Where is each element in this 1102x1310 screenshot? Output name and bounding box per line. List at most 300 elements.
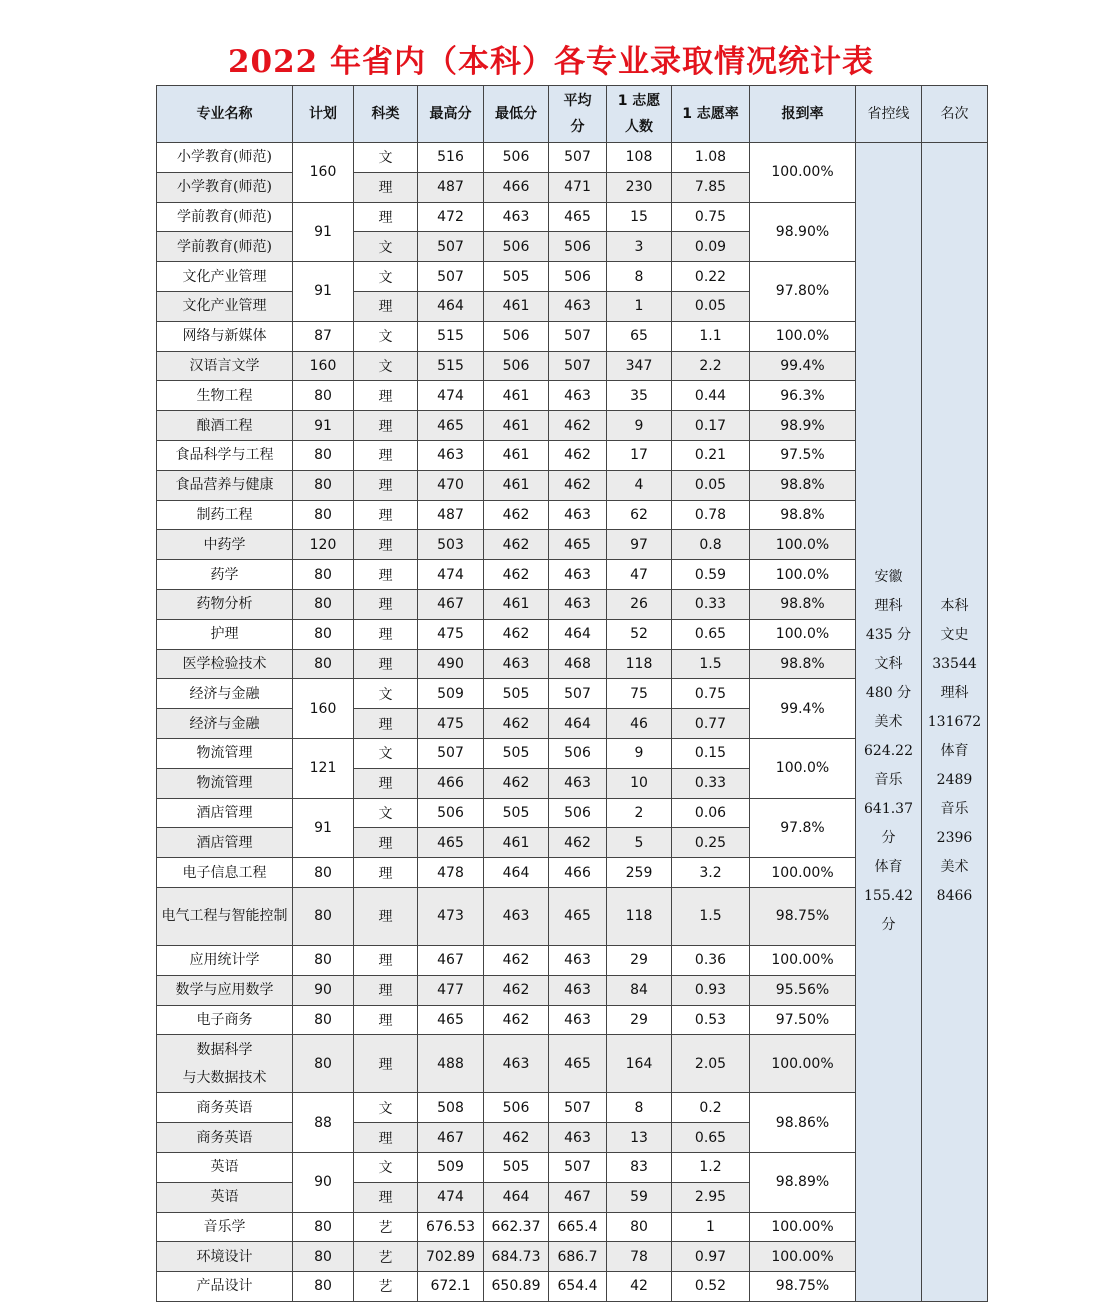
cell-plan: 80: [293, 1242, 354, 1272]
cell-major: 商务英语: [157, 1093, 293, 1123]
cell-avg: 654.4: [549, 1272, 607, 1302]
cell-report-rate: 97.50%: [750, 1005, 856, 1035]
cell-major: 环境设计: [157, 1242, 293, 1272]
cell-major: 药学: [157, 560, 293, 590]
cell-plan: 80: [293, 470, 354, 500]
cell-first-rate: 0.8: [672, 530, 750, 560]
cell-category: 艺: [354, 1212, 418, 1242]
cell-min: 464: [484, 858, 549, 888]
cell-min: 662.37: [484, 1212, 549, 1242]
cell-min: 506: [484, 1093, 549, 1123]
cell-min: 464: [484, 1182, 549, 1212]
cell-category: 理: [354, 768, 418, 798]
header-major: 专业名称: [157, 86, 293, 143]
cell-min: 461: [484, 291, 549, 321]
cell-min: 505: [484, 1152, 549, 1182]
cell-first-rate: 0.75: [672, 679, 750, 709]
cell-first-rate: 0.44: [672, 381, 750, 411]
table-body: [157, 143, 988, 1302]
cell-major: 音乐学: [157, 1212, 293, 1242]
cell-category: 文: [354, 738, 418, 768]
cell-plan: 91: [293, 262, 354, 322]
cell-report-rate: 98.8%: [750, 649, 856, 679]
cell-report-rate: 97.5%: [750, 440, 856, 470]
cell-first-count: 230: [607, 172, 672, 202]
cell-report-rate: 100.0%: [750, 321, 856, 351]
cell-first-rate: 0.17: [672, 411, 750, 441]
cell-avg: 506: [549, 262, 607, 292]
cell-max: 507: [418, 262, 484, 292]
header-rank: 名次: [922, 86, 988, 143]
cell-major: 电子信息工程: [157, 858, 293, 888]
rank-text: 8466: [936, 888, 973, 905]
cell-first-count: 42: [607, 1272, 672, 1302]
cell-max: 490: [418, 649, 484, 679]
cell-first-count: 1: [607, 291, 672, 321]
cell-first-rate: 1.5: [672, 649, 750, 679]
cell-plan: 80: [293, 589, 354, 619]
cell-first-count: 2: [607, 798, 672, 828]
cell-first-rate: 0.59: [672, 560, 750, 590]
cell-min: 463: [484, 1035, 549, 1093]
cell-first-count: 29: [607, 1005, 672, 1035]
cell-first-rate: 0.09: [672, 232, 750, 262]
cell-min: 462: [484, 1123, 549, 1153]
cell-plan: 80: [293, 440, 354, 470]
cell-major: 酒店管理: [157, 828, 293, 858]
cell-avg: 506: [549, 798, 607, 828]
cell-first-rate: 7.85: [672, 172, 750, 202]
rank-text: 文史: [940, 627, 969, 644]
cell-min: 461: [484, 828, 549, 858]
cell-min: 505: [484, 679, 549, 709]
cell-first-rate: 0.06: [672, 798, 750, 828]
cell-major: 英语: [157, 1152, 293, 1182]
cell-max: 465: [418, 411, 484, 441]
cell-report-rate: 98.8%: [750, 500, 856, 530]
cell-first-rate: 0.15: [672, 738, 750, 768]
cell-category: 文: [354, 351, 418, 381]
cell-first-rate: 1.1: [672, 321, 750, 351]
cell-max: 475: [418, 709, 484, 739]
cell-category: 理: [354, 1035, 418, 1093]
cell-avg: 465: [549, 1035, 607, 1093]
cell-max: 464: [418, 291, 484, 321]
cell-min: 462: [484, 530, 549, 560]
cell-major: 酒店管理: [157, 798, 293, 828]
cell-first-count: 8: [607, 1093, 672, 1123]
cell-major: 文化产业管理: [157, 262, 293, 292]
cell-major: 药物分析: [157, 589, 293, 619]
cell-major: 汉语言文学: [157, 351, 293, 381]
cell-max: 508: [418, 1093, 484, 1123]
cell-major: 应用统计学: [157, 945, 293, 975]
cell-first-count: 259: [607, 858, 672, 888]
cell-rank: [922, 143, 988, 1302]
cell-avg: 462: [549, 828, 607, 858]
control-line-text: 155.42: [864, 888, 913, 905]
cell-max: 467: [418, 1123, 484, 1153]
rank-text: 131672: [927, 714, 982, 731]
cell-avg: 471: [549, 172, 607, 202]
cell-major: 经济与金融: [157, 709, 293, 739]
header-avg-line1: 平均: [563, 93, 592, 109]
cell-category: 理: [354, 530, 418, 560]
cell-max: 488: [418, 1035, 484, 1093]
control-line-text: 理科: [874, 598, 903, 615]
cell-first-rate: 0.22: [672, 262, 750, 292]
cell-avg: 665.4: [549, 1212, 607, 1242]
cell-max: 470: [418, 470, 484, 500]
cell-avg: 463: [549, 291, 607, 321]
cell-min: 466: [484, 172, 549, 202]
cell-first-count: 78: [607, 1242, 672, 1272]
cell-category: 理: [354, 1182, 418, 1212]
cell-plan: 90: [293, 975, 354, 1005]
cell-max: 472: [418, 202, 484, 232]
cell-report-rate: 100.00%: [750, 945, 856, 975]
cell-avg: 467: [549, 1182, 607, 1212]
cell-first-count: 75: [607, 679, 672, 709]
cell-plan: 80: [293, 500, 354, 530]
cell-first-rate: 0.05: [672, 291, 750, 321]
cell-first-count: 118: [607, 887, 672, 945]
cell-avg: 507: [549, 351, 607, 381]
cell-min: 463: [484, 887, 549, 945]
cell-report-rate: 100.0%: [750, 560, 856, 590]
cell-max: 515: [418, 321, 484, 351]
cell-plan: 121: [293, 738, 354, 798]
cell-plan: 160: [293, 351, 354, 381]
cell-max: 473: [418, 887, 484, 945]
cell-report-rate: 98.86%: [750, 1093, 856, 1153]
cell-major: 制药工程: [157, 500, 293, 530]
cell-min: 461: [484, 589, 549, 619]
rank-text: 体育: [940, 743, 969, 760]
cell-max: 507: [418, 738, 484, 768]
header-plan: 计划: [293, 86, 354, 143]
cell-avg: 465: [549, 887, 607, 945]
cell-report-rate: 100.0%: [750, 530, 856, 560]
cell-first-rate: 0.53: [672, 1005, 750, 1035]
cell-first-count: 164: [607, 1035, 672, 1093]
cell-first-count: 80: [607, 1212, 672, 1242]
rank-text: 理科: [940, 685, 969, 702]
cell-plan: 80: [293, 945, 354, 975]
control-line-text: 文科: [874, 656, 903, 673]
control-line-text: 美术: [874, 714, 903, 731]
cell-major: 食品营养与健康: [157, 470, 293, 500]
cell-max: 516: [418, 143, 484, 173]
cell-min: 650.89: [484, 1272, 549, 1302]
cell-category: 理: [354, 887, 418, 945]
cell-first-rate: 0.36: [672, 945, 750, 975]
header-category: 科类: [354, 86, 418, 143]
cell-major: 小学教育(师范): [157, 172, 293, 202]
cell-avg: 465: [549, 530, 607, 560]
cell-first-count: 13: [607, 1123, 672, 1153]
cell-major: 物流管理: [157, 768, 293, 798]
cell-plan: 120: [293, 530, 354, 560]
cell-category: 理: [354, 589, 418, 619]
cell-category: 理: [354, 411, 418, 441]
header-control-line: 省控线: [856, 86, 922, 143]
cell-plan: 80: [293, 1272, 354, 1302]
cell-first-count: 3: [607, 232, 672, 262]
cell-major: 小学教育(师范): [157, 143, 293, 173]
cell-category: 理: [354, 1123, 418, 1153]
cell-avg: 466: [549, 858, 607, 888]
cell-major: 学前教育(师范): [157, 232, 293, 262]
cell-category: 理: [354, 470, 418, 500]
cell-first-count: 83: [607, 1152, 672, 1182]
cell-first-rate: 2.2: [672, 351, 750, 381]
cell-plan: 160: [293, 143, 354, 203]
cell-avg: 507: [549, 321, 607, 351]
cell-max: 477: [418, 975, 484, 1005]
cell-report-rate: 100.0%: [750, 738, 856, 798]
cell-plan: 91: [293, 411, 354, 441]
cell-category: 理: [354, 560, 418, 590]
cell-min: 462: [484, 1005, 549, 1035]
cell-first-rate: 3.2: [672, 858, 750, 888]
cell-first-count: 8: [607, 262, 672, 292]
cell-first-rate: 0.52: [672, 1272, 750, 1302]
cell-max: 474: [418, 560, 484, 590]
cell-first-count: 4: [607, 470, 672, 500]
cell-avg: 465: [549, 202, 607, 232]
cell-first-count: 118: [607, 649, 672, 679]
cell-avg: 507: [549, 1093, 607, 1123]
cell-avg: 462: [549, 470, 607, 500]
cell-major: 生物工程: [157, 381, 293, 411]
page-title: 2022 年省内（本科）各专业录取情况统计表: [227, 44, 875, 80]
control-line-text: 安徽: [874, 569, 903, 586]
cell-category: 文: [354, 1093, 418, 1123]
cell-min: 462: [484, 560, 549, 590]
cell-first-rate: 1: [672, 1212, 750, 1242]
cell-max: 702.89: [418, 1242, 484, 1272]
cell-first-rate: 0.25: [672, 828, 750, 858]
cell-first-rate: 0.77: [672, 709, 750, 739]
cell-first-rate: 0.97: [672, 1242, 750, 1272]
cell-major: 商务英语: [157, 1123, 293, 1153]
cell-category: 艺: [354, 1242, 418, 1272]
cell-min: 505: [484, 262, 549, 292]
header-max: 最高分: [418, 86, 484, 143]
cell-max: 466: [418, 768, 484, 798]
cell-max: 463: [418, 440, 484, 470]
cell-min: 461: [484, 381, 549, 411]
cell-major: 文化产业管理: [157, 291, 293, 321]
cell-first-rate: 0.93: [672, 975, 750, 1005]
cell-avg: 462: [549, 411, 607, 441]
cell-max: 467: [418, 945, 484, 975]
cell-first-count: 15: [607, 202, 672, 232]
cell-major: 电气工程与智能控制: [157, 887, 293, 945]
cell-first-rate: 2.05: [672, 1035, 750, 1093]
header-first-rate: 1 志愿率: [672, 86, 750, 143]
cell-major: 经济与金融: [157, 679, 293, 709]
cell-max: 474: [418, 1182, 484, 1212]
cell-first-rate: 0.75: [672, 202, 750, 232]
cell-report-rate: 98.9%: [750, 411, 856, 441]
control-line-text: 音乐: [874, 772, 903, 789]
cell-report-rate: 98.8%: [750, 470, 856, 500]
cell-max: 474: [418, 381, 484, 411]
cell-first-count: 47: [607, 560, 672, 590]
cell-min: 506: [484, 351, 549, 381]
cell-avg: 464: [549, 619, 607, 649]
cell-max: 509: [418, 679, 484, 709]
cell-first-count: 9: [607, 738, 672, 768]
cell-max: 487: [418, 500, 484, 530]
header-first-choice: [607, 86, 672, 143]
cell-category: 理: [354, 945, 418, 975]
header-first-line2: 人数: [625, 119, 653, 135]
cell-report-rate: 98.89%: [750, 1152, 856, 1212]
rank-text: 本科: [940, 598, 969, 615]
cell-first-rate: 0.2: [672, 1093, 750, 1123]
cell-avg: 507: [549, 143, 607, 173]
cell-first-rate: 1.2: [672, 1152, 750, 1182]
cell-major: 学前教育(师范): [157, 202, 293, 232]
cell-min: 684.73: [484, 1242, 549, 1272]
cell-first-rate: 2.95: [672, 1182, 750, 1212]
cell-plan: 87: [293, 321, 354, 351]
cell-avg: 506: [549, 232, 607, 262]
cell-major: 酿酒工程: [157, 411, 293, 441]
cell-plan: 80: [293, 649, 354, 679]
cell-provincial-control: [856, 143, 922, 1302]
cell-report-rate: 96.3%: [750, 381, 856, 411]
cell-min: 462: [484, 619, 549, 649]
cell-major: 数学与应用数学: [157, 975, 293, 1005]
cell-min: 462: [484, 709, 549, 739]
cell-category: 理: [354, 500, 418, 530]
cell-category: 文: [354, 1152, 418, 1182]
cell-avg: 506: [549, 738, 607, 768]
table-row: [157, 143, 988, 173]
cell-first-rate: 0.05: [672, 470, 750, 500]
admission-table: [156, 85, 988, 1302]
cell-first-count: 97: [607, 530, 672, 560]
cell-max: 465: [418, 1005, 484, 1035]
cell-plan: 88: [293, 1093, 354, 1153]
cell-major: 食品科学与工程: [157, 440, 293, 470]
cell-category: 理: [354, 709, 418, 739]
cell-first-rate: 0.65: [672, 619, 750, 649]
cell-min: 461: [484, 470, 549, 500]
cell-report-rate: 98.90%: [750, 202, 856, 262]
cell-report-rate: 100.0%: [750, 619, 856, 649]
cell-report-rate: 99.4%: [750, 679, 856, 739]
rank-text: 2396: [936, 830, 973, 847]
cell-max: 475: [418, 619, 484, 649]
cell-max: 507: [418, 232, 484, 262]
cell-category: 文: [354, 321, 418, 351]
cell-avg: 507: [549, 1152, 607, 1182]
cell-report-rate: 100.00%: [750, 143, 856, 203]
cell-plan: 80: [293, 619, 354, 649]
cell-max: 478: [418, 858, 484, 888]
cell-major: 网络与新媒体: [157, 321, 293, 351]
cell-category: 理: [354, 291, 418, 321]
cell-major: 物流管理: [157, 738, 293, 768]
cell-category: 文: [354, 232, 418, 262]
rank-text: 美术: [940, 859, 969, 876]
header-report-rate: 报到率: [750, 86, 856, 143]
cell-first-rate: 1.5: [672, 887, 750, 945]
cell-category: 理: [354, 381, 418, 411]
cell-first-rate: 0.21: [672, 440, 750, 470]
cell-category: 理: [354, 858, 418, 888]
cell-plan: 91: [293, 202, 354, 262]
cell-plan: 80: [293, 381, 354, 411]
cell-plan: 80: [293, 1212, 354, 1242]
cell-first-count: 29: [607, 945, 672, 975]
cell-major: 护理: [157, 619, 293, 649]
cell-first-count: 59: [607, 1182, 672, 1212]
cell-first-count: 5: [607, 828, 672, 858]
control-line-text: 624.22: [864, 743, 913, 760]
cell-first-count: 35: [607, 381, 672, 411]
cell-min: 463: [484, 202, 549, 232]
cell-first-rate: 0.33: [672, 589, 750, 619]
cell-max: 509: [418, 1152, 484, 1182]
cell-first-count: 52: [607, 619, 672, 649]
header-avg-line2: 分: [570, 119, 585, 135]
cell-min: 506: [484, 321, 549, 351]
cell-avg: 464: [549, 709, 607, 739]
cell-first-count: 62: [607, 500, 672, 530]
cell-report-rate: 97.80%: [750, 262, 856, 322]
cell-first-rate: 0.65: [672, 1123, 750, 1153]
cell-max: 506: [418, 798, 484, 828]
cell-report-rate: 97.8%: [750, 798, 856, 858]
cell-max: 487: [418, 172, 484, 202]
control-line-text: 分: [881, 917, 896, 934]
cell-report-rate: 98.75%: [750, 887, 856, 945]
cell-min: 505: [484, 738, 549, 768]
cell-category: 文: [354, 798, 418, 828]
cell-max: 467: [418, 589, 484, 619]
cell-plan: 80: [293, 1035, 354, 1093]
cell-avg: 463: [549, 589, 607, 619]
cell-report-rate: 98.75%: [750, 1272, 856, 1302]
cell-plan: 80: [293, 887, 354, 945]
cell-min: 463: [484, 649, 549, 679]
cell-first-count: 84: [607, 975, 672, 1005]
control-line-text: 480 分: [865, 685, 912, 702]
cell-min: 461: [484, 440, 549, 470]
cell-report-rate: 100.00%: [750, 1242, 856, 1272]
cell-first-rate: 0.78: [672, 500, 750, 530]
cell-first-count: 108: [607, 143, 672, 173]
cell-avg: 463: [549, 945, 607, 975]
control-line-text: 体育: [874, 859, 903, 876]
cell-category: 理: [354, 1005, 418, 1035]
control-line-text: 641.37: [864, 801, 913, 818]
cell-report-rate: 99.4%: [750, 351, 856, 381]
cell-report-rate: 100.00%: [750, 1035, 856, 1093]
header-first-line1: 1 志愿: [617, 93, 661, 109]
cell-avg: 686.7: [549, 1242, 607, 1272]
cell-min: 462: [484, 768, 549, 798]
cell-report-rate: 98.8%: [750, 589, 856, 619]
cell-first-rate: 1.08: [672, 143, 750, 173]
rank-text: 2489: [936, 772, 973, 789]
